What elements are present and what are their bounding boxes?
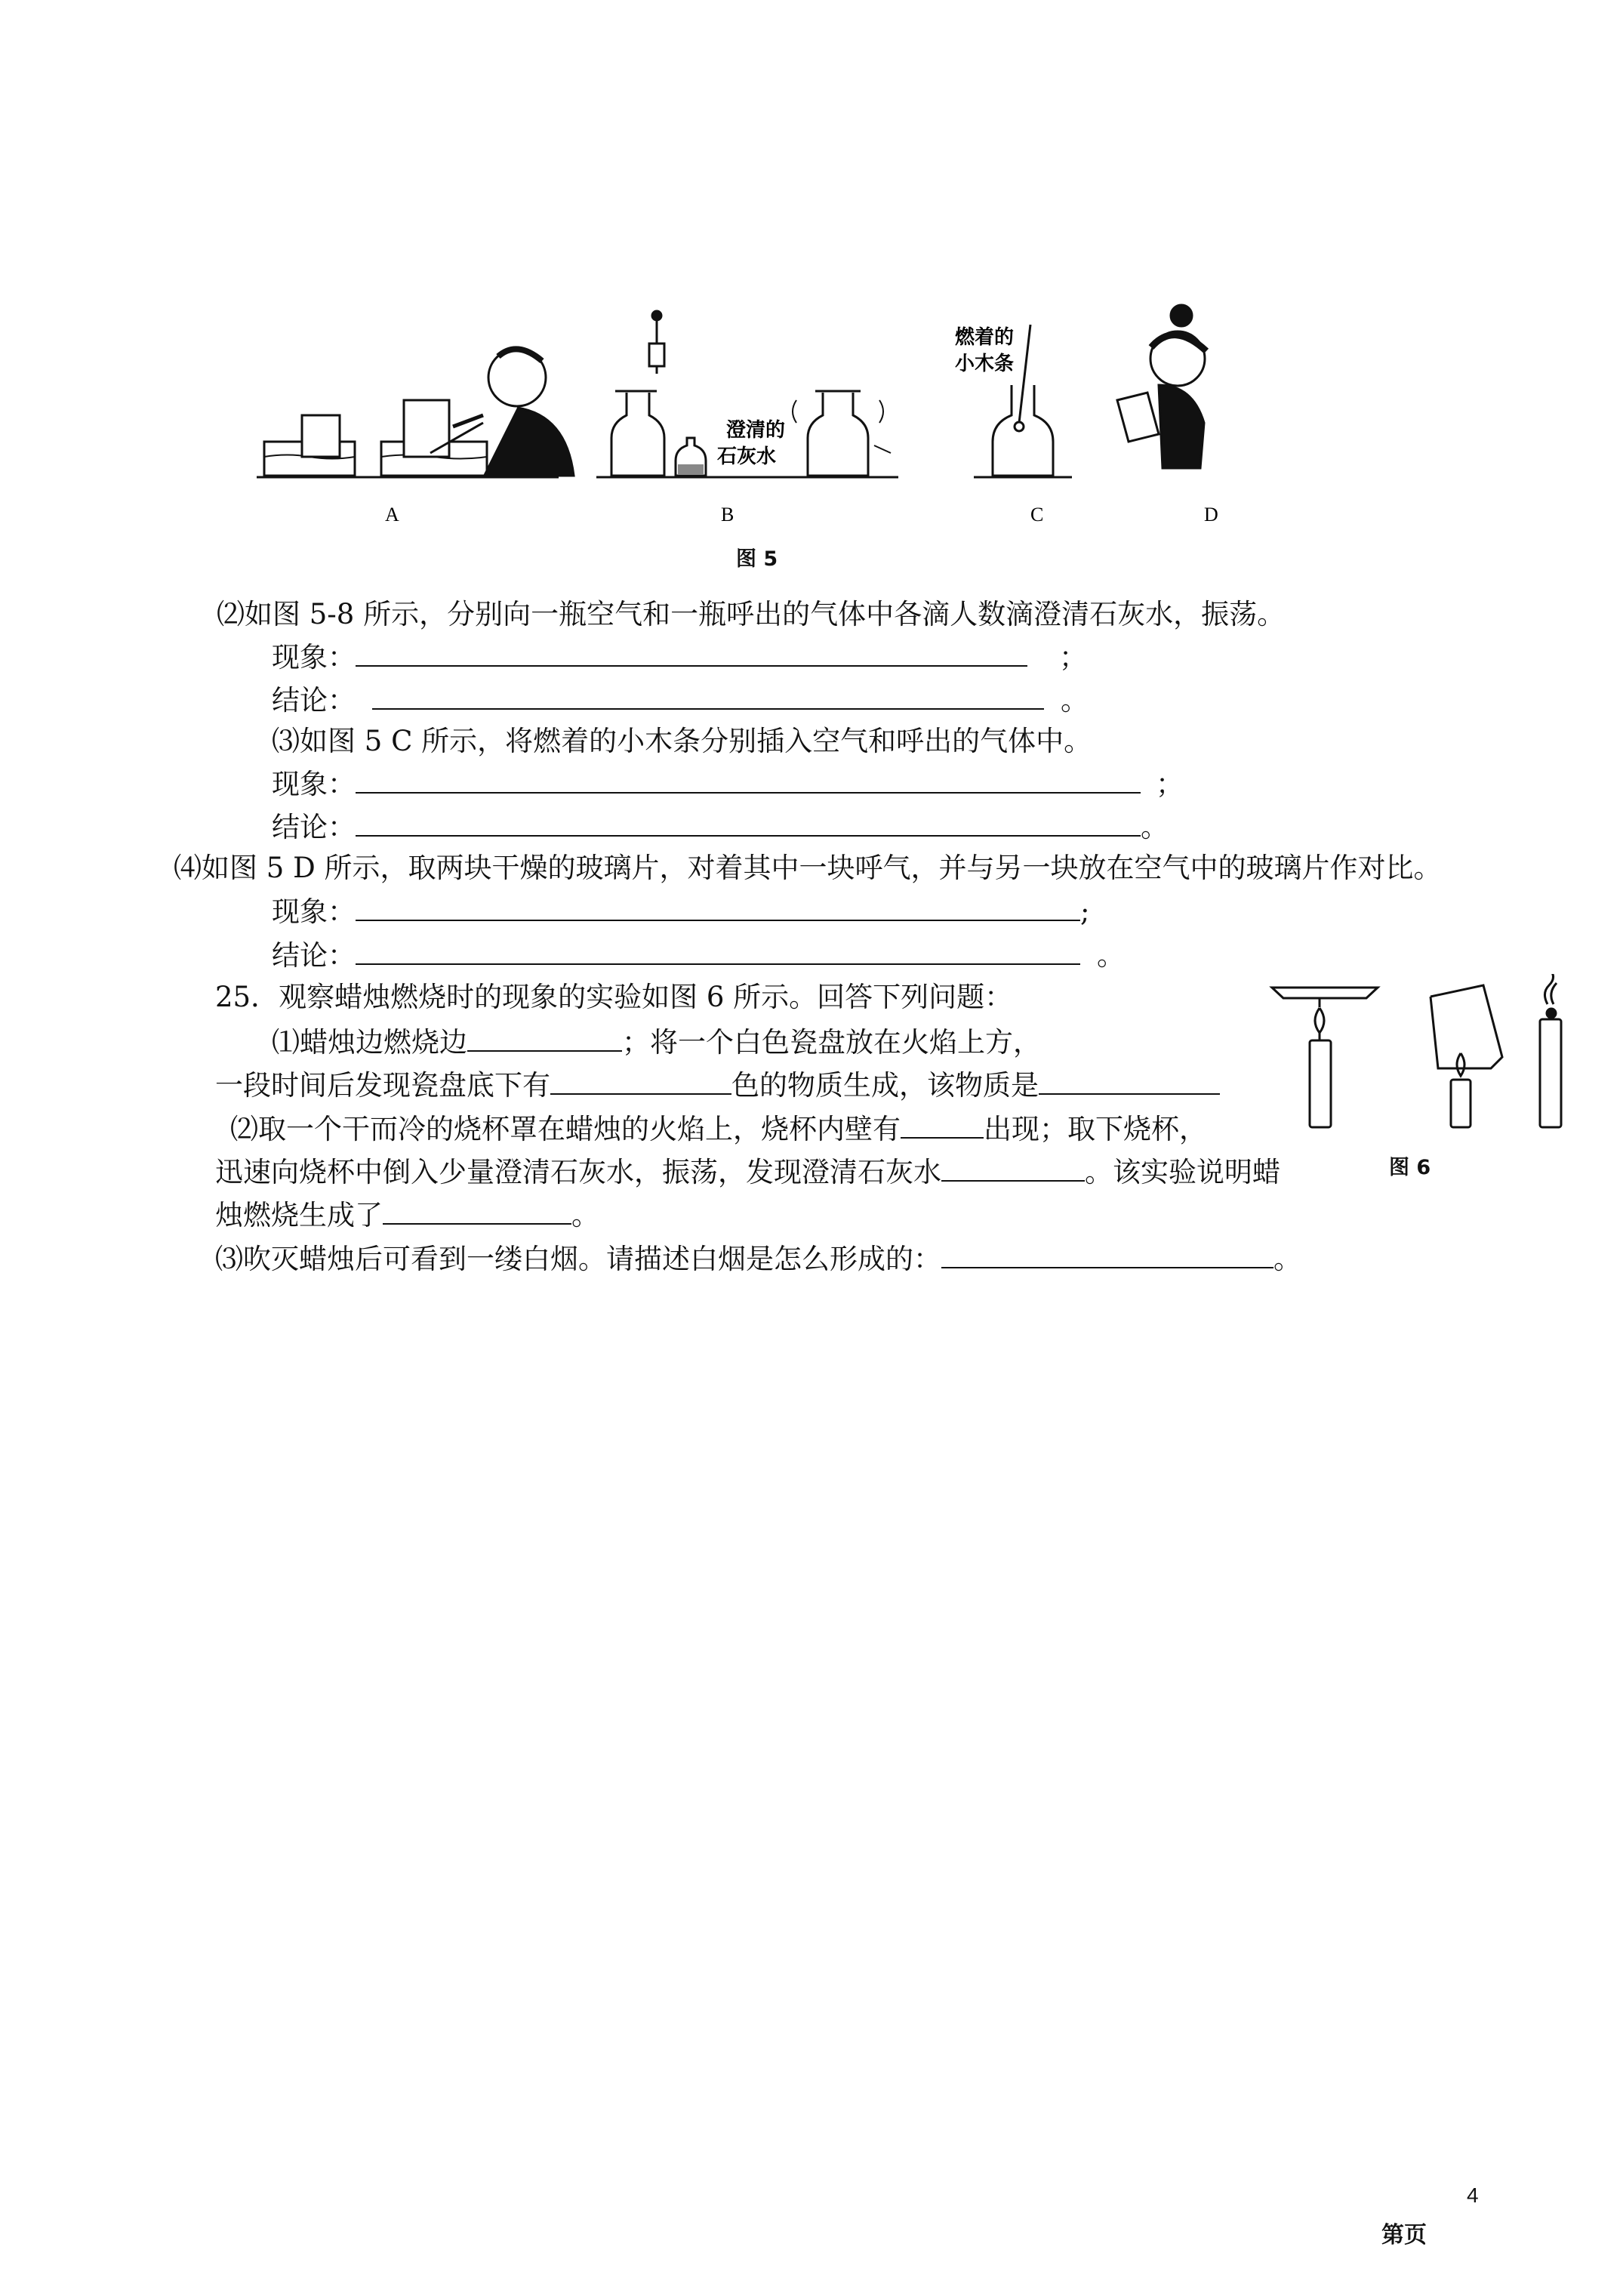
q3-conclusion-row (272, 808, 1169, 846)
q2-stem: ⑵如图 5-8 所示，分别向一瓶空气和一瓶呼出的气体中各滴人数滴澄清石灰水，振荡。 (217, 598, 1286, 630)
q25-p2-d: 。该实验说明蜡 (1085, 1156, 1280, 1188)
q25-p1-a: ⑴蜡烛边燃烧边 (272, 1026, 467, 1059)
q2-conclusion-blank[interactable] (372, 681, 1044, 710)
q25-p2-e: 烛燃烧生成了 (215, 1199, 383, 1231)
label-burning-stick-1: 燃着的 (955, 326, 1015, 349)
q25-p1-row1 (272, 1023, 1041, 1061)
page-number: 4 (1467, 2184, 1479, 2207)
q25-p3-b: 。 (1273, 1243, 1301, 1275)
figure-6 (1261, 974, 1578, 1140)
q4-stem: ⑷如图 5 D 所示，取两块干燥的玻璃片，对着其中一块呼气，并与另一块放在空气中的玻璃片作对比。 (174, 852, 1442, 884)
label-burning-stick-2: 小木条 (955, 353, 1015, 375)
q25-p2-row3 (215, 1196, 599, 1234)
q25-p2-b: 出现；取下烧杯， (984, 1113, 1207, 1145)
q4-conclusion-end: 。 (1097, 939, 1125, 972)
panel-label-c: C (1030, 504, 1044, 525)
q25-p1-blank-1[interactable] (467, 1023, 622, 1052)
q25-p2-blank-1[interactable] (901, 1110, 984, 1139)
q2-conclusion-row (272, 681, 1089, 719)
q3-phenomenon-end: ； (1156, 768, 1184, 800)
q4-conclusion-row (272, 936, 1125, 974)
q25-p3-a: ⑶吹灭蜡烛后可看到一缕白烟。请描述白烟是怎么形成的： (215, 1243, 941, 1275)
q4-phenomenon-label: 现象： (272, 895, 356, 928)
q25-stem: 25．观察蜡烛燃烧时的现象的实验如图 6 所示。回答下列问题： (215, 981, 1013, 1013)
q4-phenomenon-blank[interactable] (356, 892, 1080, 921)
q4-conclusion-blank[interactable] (356, 936, 1080, 965)
q3-stem: ⑶如图 5 C 所示，将燃着的小木条分别插入空气和呼出的气体中。 (272, 725, 1092, 757)
q25-p2-row1 (230, 1110, 1207, 1148)
q3-conclusion-end: 。 (1141, 811, 1169, 843)
q3-phenomenon-row (272, 765, 1184, 803)
q2-phenomenon-end: ； (1059, 641, 1087, 673)
q25-p2-blank-2[interactable] (941, 1153, 1085, 1182)
q25-p2-row2 (215, 1153, 1280, 1191)
page-label: 第页 (1381, 2222, 1427, 2248)
q2-phenomenon-blank[interactable] (356, 638, 1027, 667)
q25-p1-blank-3[interactable] (1039, 1066, 1220, 1095)
q4-phenomenon-row (272, 892, 1089, 930)
q2-conclusion-end: 。 (1061, 684, 1089, 717)
q25-p1-c: 一段时间后发现瓷盘底下有 (215, 1069, 550, 1102)
panel-label-a: A (385, 504, 399, 525)
figure-5-panel-a (264, 349, 574, 476)
q25-p2-f: 。 (571, 1199, 599, 1231)
q3-phenomenon-label: 现象： (272, 768, 356, 800)
figure-5-panel-d (1117, 305, 1206, 468)
q3-phenomenon-blank[interactable] (356, 765, 1141, 794)
label-limewater-2: 石灰水 (717, 445, 777, 468)
q25-p1-blank-2[interactable] (550, 1066, 731, 1095)
q3-conclusion-label: 结论： (272, 811, 356, 843)
q2-phenomenon-label: 现象： (272, 641, 356, 673)
q25-p1-b: ；将一个白色瓷盘放在火焰上方， (622, 1026, 1041, 1059)
q25-p1-d: 色的物质生成，该物质是 (731, 1069, 1039, 1102)
figure-5 (257, 302, 1253, 529)
panel-label-d: D (1204, 504, 1218, 525)
q3-conclusion-blank[interactable] (356, 808, 1141, 837)
q25-p2-blank-3[interactable] (383, 1196, 571, 1225)
q25-p1-row2 (215, 1066, 1220, 1104)
q2-conclusion-label: 结论： (272, 684, 356, 717)
q25-p3-row (215, 1240, 1301, 1277)
figure-6-caption: 图 6 (1389, 1156, 1431, 1179)
q4-phenomenon-end: ; (1080, 895, 1090, 928)
q4-conclusion-label: 结论： (272, 939, 356, 972)
q2-phenomenon-row (272, 638, 1087, 676)
q25-p3-blank[interactable] (941, 1240, 1273, 1268)
figure-5-caption: 图 5 (736, 547, 778, 571)
q25-p2-a: ⑵取一个干而冷的烧杯罩在蜡烛的火焰上，烧杯内壁有 (230, 1113, 901, 1145)
panel-label-b: B (721, 504, 735, 525)
q25-p2-c: 迅速向烧杯中倒入少量澄清石灰水，振荡，发现澄清石灰水 (215, 1156, 941, 1188)
label-limewater-1: 澄清的 (726, 419, 786, 442)
